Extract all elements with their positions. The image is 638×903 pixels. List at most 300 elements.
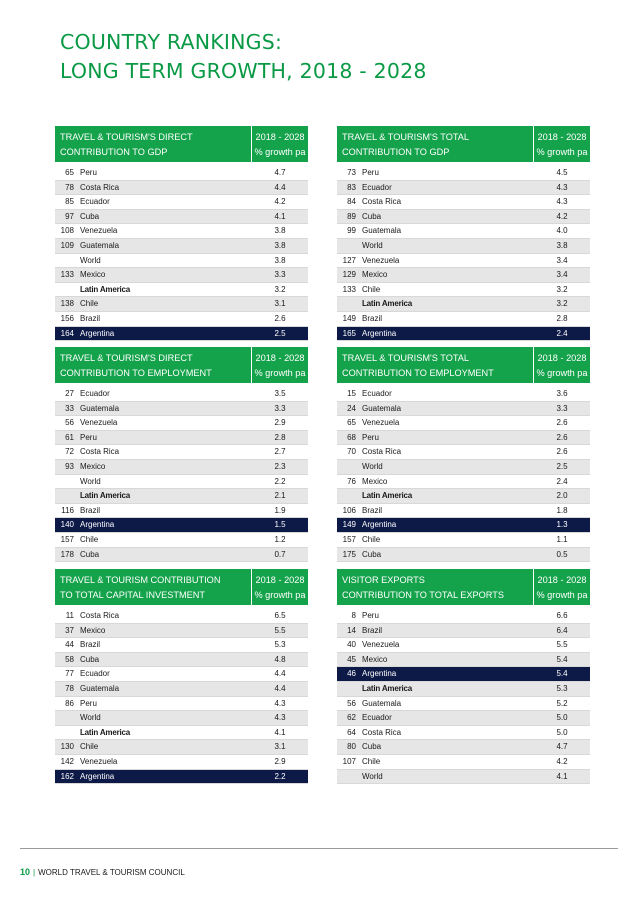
table-row [55,387,308,402]
panel-total-employment [337,347,590,562]
table-row [337,533,590,548]
rank-cell [55,711,80,725]
growth-value-cell: 1.8 [556,505,568,515]
growth-value-cell: 2.7 [274,447,286,457]
country-cell: Brazil [362,625,383,635]
growth-value-cell: 4.4 [274,683,286,693]
growth-value-cell: 5.5 [556,640,568,650]
rank-cell: 83 [347,182,356,192]
country-cell: Latin America [80,727,131,737]
panel-title-line: CONTRIBUTION TO EMPLOYMENT [60,368,212,378]
rank-cell: 140 [60,520,74,530]
country-cell: Mexico [362,654,388,664]
rank-cell: 89 [347,211,356,221]
rank-cell: 107 [342,756,356,766]
panel-header [337,126,590,162]
country-cell: Peru [80,698,97,708]
ranking-table [55,166,308,341]
rank-cell: 76 [347,476,356,486]
table-row [55,224,308,239]
rank-cell: 93 [65,461,74,471]
growth-value-cell: 1.3 [556,520,568,530]
page-title: COUNTRY RANKINGS: LONG TERM GROWTH, 2018 - 2028 [60,30,427,83]
table-row [55,518,308,533]
country-cell: Cuba [362,742,382,752]
table-row [337,195,590,210]
country-cell: Venezuela [80,226,118,236]
country-cell: World [80,476,101,486]
country-cell: Mexico [80,461,106,471]
growth-value-cell: 5.4 [556,654,568,664]
table-row [55,682,308,697]
growth-value-cell: 0.7 [274,549,286,559]
country-cell: Mexico [80,625,106,635]
panel-header [337,569,590,605]
table-row [55,711,308,726]
growth-column-header [534,569,590,605]
growth-value-cell: 1.1 [556,534,568,544]
country-cell: Cuba [80,211,100,221]
panel-title-line: TRAVEL & TOURISM CONTRIBUTION [60,575,221,585]
table-row [337,387,590,402]
ranking-table [55,609,308,784]
growth-value-cell: 2.8 [556,313,568,323]
panel-title-line: TRAVEL & TOURISM'S DIRECT [60,353,193,363]
panel-title-line: VISITOR EXPORTS [342,575,425,585]
rank-cell: 106 [342,505,356,515]
rank-cell: 77 [65,669,74,679]
table-row [337,726,590,741]
table-row [55,297,308,312]
rank-cell [55,726,80,740]
growth-value-cell: 2.6 [274,313,286,323]
growth-value-cell: 4.2 [556,756,568,766]
table-row [55,504,308,519]
panel-header [55,347,308,383]
growth-value-cell: 2.6 [556,418,568,428]
growth-value-cell: 4.1 [274,727,286,737]
country-cell: Argentina [80,520,115,530]
rank-cell [337,297,362,311]
ranking-table [55,387,308,562]
table-row [337,638,590,653]
table-row [337,402,590,417]
rank-cell: 68 [347,432,356,442]
rank-cell: 138 [60,299,74,309]
growth-value-cell: 2.2 [274,476,286,486]
country-cell: World [362,461,383,471]
table-row [55,445,308,460]
country-cell: Cuba [362,549,382,559]
country-cell: Venezuela [362,418,400,428]
rank-cell: 149 [342,313,356,323]
growth-value-cell: 3.2 [556,284,568,294]
rank-cell: 64 [347,727,356,737]
country-cell: Peru [80,432,97,442]
rank-cell: 97 [65,211,74,221]
country-cell: Argentina [362,669,397,679]
panel-title [337,126,534,162]
rank-cell: 109 [60,240,74,250]
rank-cell: 108 [60,226,74,236]
country-cell: Chile [362,756,381,766]
growth-unit: % growth pa [254,590,306,600]
table-row [55,402,308,417]
country-cell: Mexico [80,270,106,280]
growth-column-header [534,347,590,383]
rank-cell: 133 [342,284,356,294]
country-cell: Latin America [362,299,413,309]
panel-title [337,347,534,383]
country-cell: Latin America [362,683,413,693]
ranking-table [337,387,590,562]
growth-value-cell: 2.9 [274,418,286,428]
rank-cell [337,239,362,253]
growth-value-cell: 2.6 [556,432,568,442]
table-row [337,624,590,639]
growth-value-cell: 4.3 [274,698,286,708]
table-row [337,312,590,327]
rank-cell: 44 [65,640,74,650]
growth-value-cell: 0.5 [556,549,568,559]
panel-direct-employment [55,347,308,562]
table-row [55,327,308,342]
panel-direct-gdp [55,126,308,341]
growth-value-cell: 4.8 [274,654,286,664]
country-cell: Brazil [362,313,383,323]
growth-value-cell: 2.3 [274,461,286,471]
growth-value-cell: 4.1 [274,211,286,221]
rank-cell: 129 [342,270,356,280]
growth-value-cell: 3.8 [274,226,286,236]
rank-cell: 70 [347,447,356,457]
growth-value-cell: 4.2 [274,197,286,207]
rank-cell: 165 [342,328,356,338]
growth-value-cell: 2.4 [556,328,568,338]
growth-value-cell: 1.2 [274,534,286,544]
table-row [337,327,590,342]
table-row [337,475,590,490]
rank-cell: 86 [65,698,74,708]
country-cell: Peru [362,611,379,620]
country-cell: Venezuela [80,756,118,766]
rank-cell: 14 [347,625,356,635]
growth-value-cell: 5.0 [556,727,568,737]
country-cell: Brazil [80,313,101,323]
rank-cell: 157 [60,534,74,544]
rank-cell [337,682,362,696]
table-row [337,239,590,254]
table-row [337,416,590,431]
rank-cell: 127 [342,255,356,265]
rank-cell: 164 [60,328,74,338]
table-row [337,518,590,533]
rank-cell: 58 [65,654,74,664]
growth-unit: % growth pa [536,368,588,378]
rank-cell: 175 [342,549,356,559]
country-cell: Guatemala [80,403,120,413]
table-row [337,609,590,624]
country-cell: Chile [362,284,381,294]
rank-cell: 133 [60,270,74,280]
panel-title-line: CONTRIBUTION TO GDP [60,147,168,157]
panel-title [55,347,252,383]
country-cell: Costa Rica [362,197,402,207]
table-row [55,770,308,785]
panel-title-line: TRAVEL & TOURISM'S TOTAL [342,353,470,363]
panel-title-line: CONTRIBUTION TO GDP [342,147,450,157]
growth-column-header [252,347,308,383]
panel-header [55,126,308,162]
panel-title-line: CONTRIBUTION TO TOTAL EXPORTS [342,590,504,600]
panel-total-gdp [337,126,590,341]
rank-cell [55,475,80,489]
country-cell: Guatemala [362,698,402,708]
table-row [337,460,590,475]
country-cell: Argentina [80,771,115,781]
country-cell: World [362,240,383,250]
growth-value-cell: 4.4 [274,669,286,679]
growth-unit: % growth pa [536,147,588,157]
panel-title-line: CONTRIBUTION TO EMPLOYMENT [342,368,494,378]
table-row [55,667,308,682]
country-cell: Guatemala [362,226,402,236]
growth-value-cell: 4.0 [556,226,568,236]
rank-cell: 149 [342,520,356,530]
rank-cell: 56 [347,698,356,708]
country-cell: Ecuador [362,713,392,723]
growth-column-header [534,126,590,162]
panel-visitor-exports [337,569,590,784]
growth-value-cell: 2.8 [274,432,286,442]
growth-value-cell: 3.3 [274,403,286,413]
panel-header [337,347,590,383]
table-row [337,667,590,682]
rank-cell: 85 [65,197,74,207]
country-cell: Peru [80,168,97,177]
table-row [337,740,590,755]
growth-value-cell: 4.3 [556,197,568,207]
country-cell: Venezuela [362,640,400,650]
rank-cell: 61 [65,432,74,442]
country-cell: Chile [80,742,99,752]
table-row [337,181,590,196]
growth-value-cell: 5.3 [274,640,286,650]
country-cell: Guatemala [362,403,402,413]
growth-value-cell: 5.3 [556,683,568,693]
panel-capital-investment [55,569,308,784]
rank-cell: 33 [65,403,74,413]
country-cell: Venezuela [362,255,400,265]
country-cell: Costa Rica [80,611,120,620]
rank-cell: 73 [347,168,356,177]
country-cell: Costa Rica [362,727,402,737]
table-row [55,653,308,668]
table-row [337,445,590,460]
footer [20,867,185,877]
table-row [337,755,590,770]
panel-title-line: TO TOTAL CAPITAL INVESTMENT [60,590,205,600]
country-cell: Ecuador [80,669,110,679]
table-row [55,254,308,269]
table-row [337,431,590,446]
country-cell: Chile [80,299,99,309]
growth-value-cell: 3.1 [274,299,286,309]
country-cell: Brazil [80,640,101,650]
rank-cell [337,460,362,474]
country-cell: Guatemala [80,683,120,693]
country-cell: Latin America [362,491,413,501]
country-cell: Brazil [362,505,383,515]
table-row [337,653,590,668]
country-cell: World [80,713,101,723]
panel-title [55,126,252,162]
country-cell: Peru [362,432,379,442]
growth-value-cell: 3.8 [274,255,286,265]
panel-title [337,569,534,605]
table-row [55,195,308,210]
country-cell: Mexico [362,270,388,280]
rank-cell: 11 [65,611,74,620]
rank-cell [55,489,80,503]
growth-value-cell: 6.5 [274,611,286,620]
rank-cell: 78 [65,182,74,192]
growth-period: 2018 - 2028 [537,575,587,585]
growth-period: 2018 - 2028 [255,353,305,363]
growth-value-cell: 3.3 [274,270,286,280]
country-cell: Venezuela [80,418,118,428]
country-cell: Cuba [80,549,100,559]
growth-value-cell: 4.7 [556,742,568,752]
table-row [337,489,590,504]
growth-value-cell: 2.2 [274,771,286,781]
table-row [55,624,308,639]
growth-value-cell: 3.8 [556,240,568,250]
rank-cell: 15 [347,389,356,398]
country-cell: Mexico [362,476,388,486]
rank-cell: 56 [65,418,74,428]
country-cell: World [362,771,383,781]
country-cell: Ecuador [80,389,110,398]
country-cell: Ecuador [80,197,110,207]
footer-org: WORLD TRAVEL & TOURISM COUNCIL [38,868,185,877]
growth-unit: % growth pa [254,368,306,378]
growth-value-cell: 2.9 [274,756,286,766]
table-row [55,181,308,196]
growth-value-cell: 5.5 [274,625,286,635]
ranking-table [337,609,590,784]
table-row [55,431,308,446]
growth-value-cell: 4.3 [556,182,568,192]
country-cell: Cuba [362,211,382,221]
growth-column-header [252,569,308,605]
table-row [55,726,308,741]
table-row [55,475,308,490]
rank-cell [337,489,362,503]
country-cell: Ecuador [362,389,392,398]
country-cell: World [80,255,101,265]
rank-cell: 99 [347,226,356,236]
growth-column-header [252,126,308,162]
growth-value-cell: 3.1 [274,742,286,752]
growth-period: 2018 - 2028 [255,575,305,585]
rank-cell: 162 [60,771,74,781]
rank-cell: 142 [60,756,74,766]
rank-cell: 27 [65,389,74,398]
growth-value-cell: 2.6 [556,447,568,457]
table-row [337,210,590,225]
growth-value-cell: 3.4 [556,255,568,265]
rank-cell: 65 [65,168,74,177]
panel-title-line: TRAVEL & TOURISM'S TOTAL [342,132,470,142]
rank-cell [337,770,362,784]
table-row [337,297,590,312]
table-row [337,283,590,298]
page-number: 10 [20,867,31,877]
growth-value-cell: 4.5 [556,168,568,177]
growth-value-cell: 3.3 [556,403,568,413]
table-row [55,283,308,298]
country-cell: Costa Rica [80,182,120,192]
growth-value-cell: 2.5 [556,461,568,471]
table-row [337,548,590,563]
rank-cell: 178 [60,549,74,559]
table-row [55,166,308,181]
growth-value-cell: 3.8 [274,240,286,250]
rank-cell: 24 [347,403,356,413]
country-cell: Peru [362,168,379,177]
table-row [337,770,590,785]
country-cell: Argentina [362,520,397,530]
table-row [337,224,590,239]
table-row [55,755,308,770]
rank-cell: 8 [351,611,356,620]
rank-cell: 130 [60,742,74,752]
country-cell: Brazil [80,505,101,515]
table-row [337,697,590,712]
table-row [337,682,590,697]
growth-period: 2018 - 2028 [537,132,587,142]
panel-title [55,569,252,605]
growth-value-cell: 6.4 [556,625,568,635]
growth-value-cell: 3.2 [556,299,568,309]
growth-value-cell: 1.5 [274,520,286,530]
table-row [337,268,590,283]
country-cell: Argentina [80,328,115,338]
table-row [55,638,308,653]
country-cell: Cuba [80,654,100,664]
rank-cell: 45 [347,654,356,664]
table-row [55,416,308,431]
table-row [337,166,590,181]
growth-value-cell: 5.4 [556,669,568,679]
table-row [55,533,308,548]
rank-cell: 157 [342,534,356,544]
growth-unit: % growth pa [536,590,588,600]
growth-value-cell: 2.4 [556,476,568,486]
growth-value-cell: 4.2 [556,211,568,221]
growth-value-cell: 4.7 [274,168,286,177]
country-cell: Argentina [362,328,397,338]
table-row [337,504,590,519]
rank-cell: 72 [65,447,74,457]
rank-cell: 62 [347,713,356,723]
rank-cell: 46 [347,669,356,679]
country-cell: Costa Rica [362,447,402,457]
rank-cell: 80 [347,742,356,752]
country-cell: Chile [362,534,381,544]
table-row [55,210,308,225]
